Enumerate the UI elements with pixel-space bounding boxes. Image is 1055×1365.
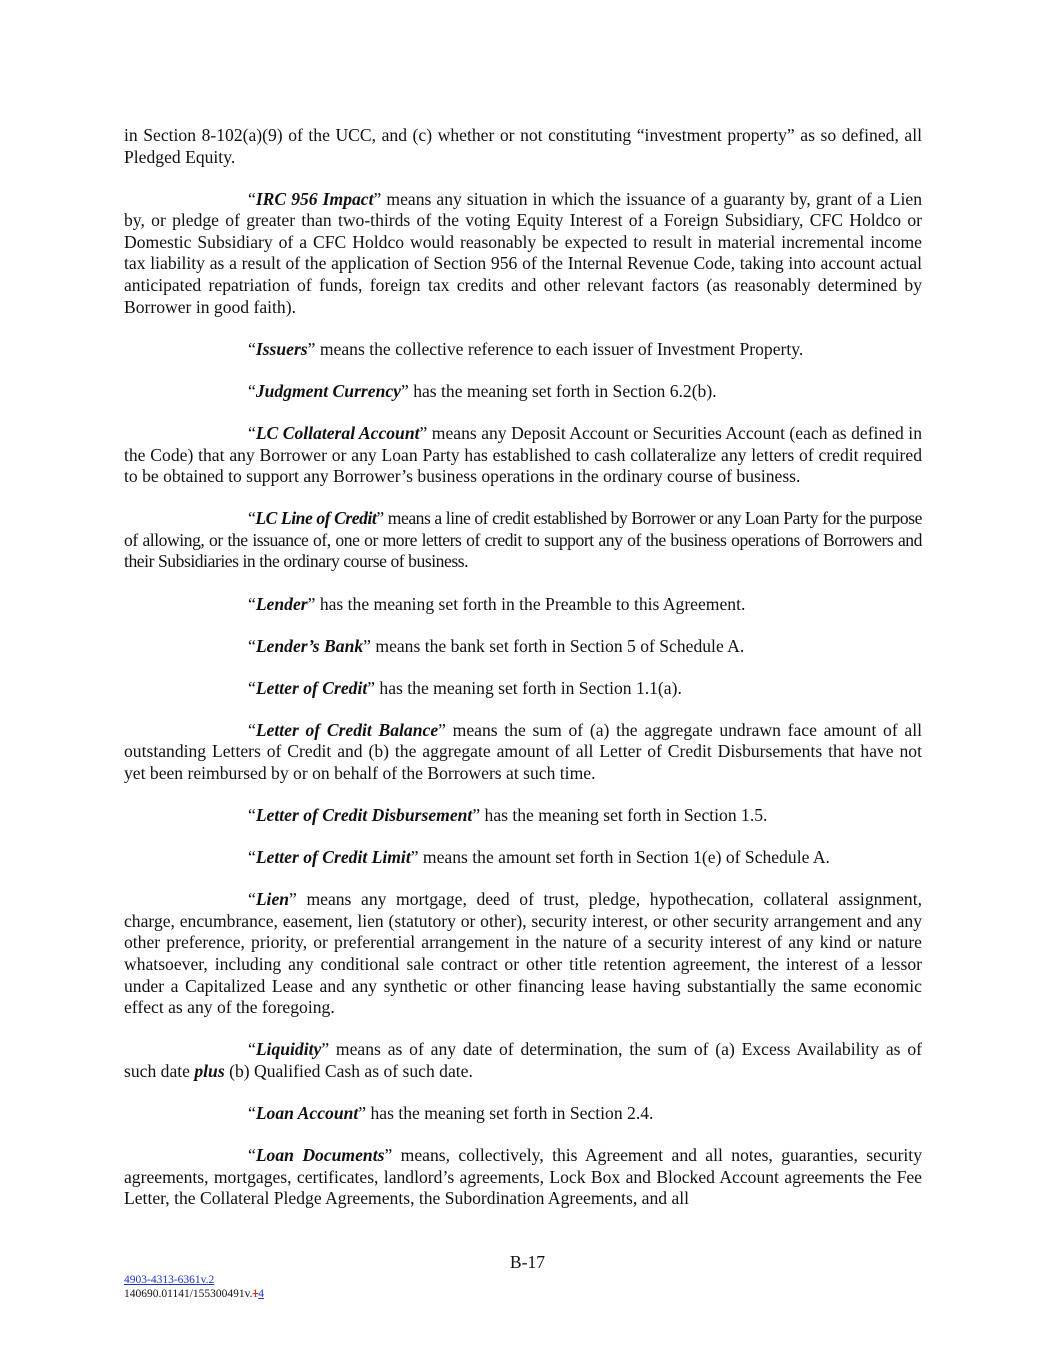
definition-letter-of-credit-balance: “Letter of Credit Balance” means the sum of (a) the aggregate undrawn face amount of all outstanding Letters of Credit and (b) the aggregate amount of all Letter of Credit Disbursements that have not yet been reimbursed by or on behalf of the Borrowers at such time.	[124, 719, 922, 783]
defined-term: Issuers	[255, 338, 308, 359]
defined-term: Letter of Credit Limit	[255, 847, 411, 868]
document-reference: 140690.01141/155300491v.14	[124, 1288, 265, 1300]
definition-lien: “Lien” means any mortgage, deed of trust, pledge, hypothecation, collateral assignment, charge, encumbrance, easement, lien (statutory or other), security interest, or other security arrangement and any other preference, priority, or preferential arrangement in the nature of a security interest of any kind or nature whatsoever, including any conditional sale contract or other title retention agreement, the interest of a lessor under a Capitalized Lease and any synthetic or other financing lease having substantially the same economic effect as any of the foregoing.	[124, 889, 922, 1018]
document-id-link[interactable]: 4903-4313-6361v.2	[124, 1274, 215, 1286]
defined-term: Letter of Credit Disbursement	[255, 805, 473, 826]
definition-irc-956-impact: “IRC 956 Impact” means any situation in which the issuance of a guaranty by, grant of a Lien by, or pledge of greater than two-thirds of the voting Equity Interest of a Foreign Subsidiary, CFC Holdco or Domestic Subsidiary of a CFC Holdco would reasonably be expected to result in material incremental income tax liability as a result of the application of Section 956 of the Internal Revenue Code, taking into account actual anticipated repatriation of funds, foreign tax credits and other relevant factors (as reasonably determined by Borrower in good faith).	[124, 188, 923, 317]
defined-term: Lender’s Bank	[255, 635, 364, 656]
defined-term: Loan Documents	[255, 1145, 385, 1166]
definition-lc-line-of-credit: “LC Line of Credit” means a line of credit established by Borrower or any Loan Party for the purpose of allowing, or the issuance of, one or more letters of credit to support any of the business operations of Borrowers and their Subsidiaries in the ordinary course of business.	[124, 508, 922, 572]
defined-term: IRC 956 Impact	[255, 188, 374, 209]
deleted-version: 1	[252, 1288, 259, 1300]
definition-lenders-bank: “Lender’s Bank” means the bank set forth in Section 5 of Schedule A.	[248, 635, 745, 656]
defined-term: Loan Account	[255, 1103, 359, 1123]
page-number: B-17	[509, 1252, 546, 1272]
continuation-paragraph: in Section 8-102(a)(9) of the UCC, and (c) whether or not constituting “investment property” as so defined, all Pledged Equity.	[124, 125, 922, 167]
defined-term: Liquidity	[255, 1039, 322, 1060]
defined-term: LC Collateral Account	[255, 422, 420, 443]
definition-loan-account: “Loan Account” has the meaning set forth in Section 2.4.	[248, 1103, 654, 1123]
definition-liquidity: “Liquidity” means as of any date of determination, the sum of (a) Excess Availability as of such date plus (b) Qualified Cash as of such date.	[124, 1039, 922, 1081]
defined-term: Lender	[255, 593, 308, 614]
definition-lc-collateral-account: “LC Collateral Account” means any Deposit Account or Securities Account (each as defined in the Code) that any Borrower or any Loan Party has established to cash collateralize any letters of credit required to be obtained to support any Borrower’s business operations in the ordinary course of business.	[124, 422, 922, 487]
emphasis-plus: plus	[194, 1060, 225, 1081]
document-footer	[124, 1273, 264, 1301]
defined-term: LC Line of Credit	[255, 508, 377, 529]
definition-judgment-currency: “Judgment Currency” has the meaning set forth in Section 6.2(b).	[248, 380, 717, 401]
defined-term: Letter of Credit Balance	[255, 719, 439, 740]
definition-lender: “Lender” has the meaning set forth in the Preamble to this Agreement.	[248, 593, 746, 614]
definition-issuers: “Issuers” means the collective reference to each issuer of Investment Property.	[248, 338, 804, 359]
defined-term: Judgment Currency	[255, 380, 401, 401]
defined-term: Lien	[255, 889, 290, 910]
definition-letter-of-credit-disbursement: “Letter of Credit Disbursement” has the meaning set forth in Section 1.5.	[248, 805, 768, 826]
definition-letter-of-credit: “Letter of Credit” has the meaning set forth in Section 1.1(a).	[248, 677, 682, 698]
definition-letter-of-credit-limit: “Letter of Credit Limit” means the amount set forth in Section 1(e) of Schedule A.	[248, 847, 830, 868]
definition-loan-documents: “Loan Documents” means, collectively, this Agreement and all notes, guaranties, security agreements, mortgages, certificates, landlord’s agreements, Lock Box and Blocked Account agreements the Fee Letter, the Collateral Pledge Agreements, the Subordination Agreements, and all	[124, 1145, 922, 1209]
defined-term: Letter of Credit	[255, 677, 368, 698]
inserted-version: 4	[258, 1288, 265, 1300]
document-body	[124, 125, 922, 1230]
